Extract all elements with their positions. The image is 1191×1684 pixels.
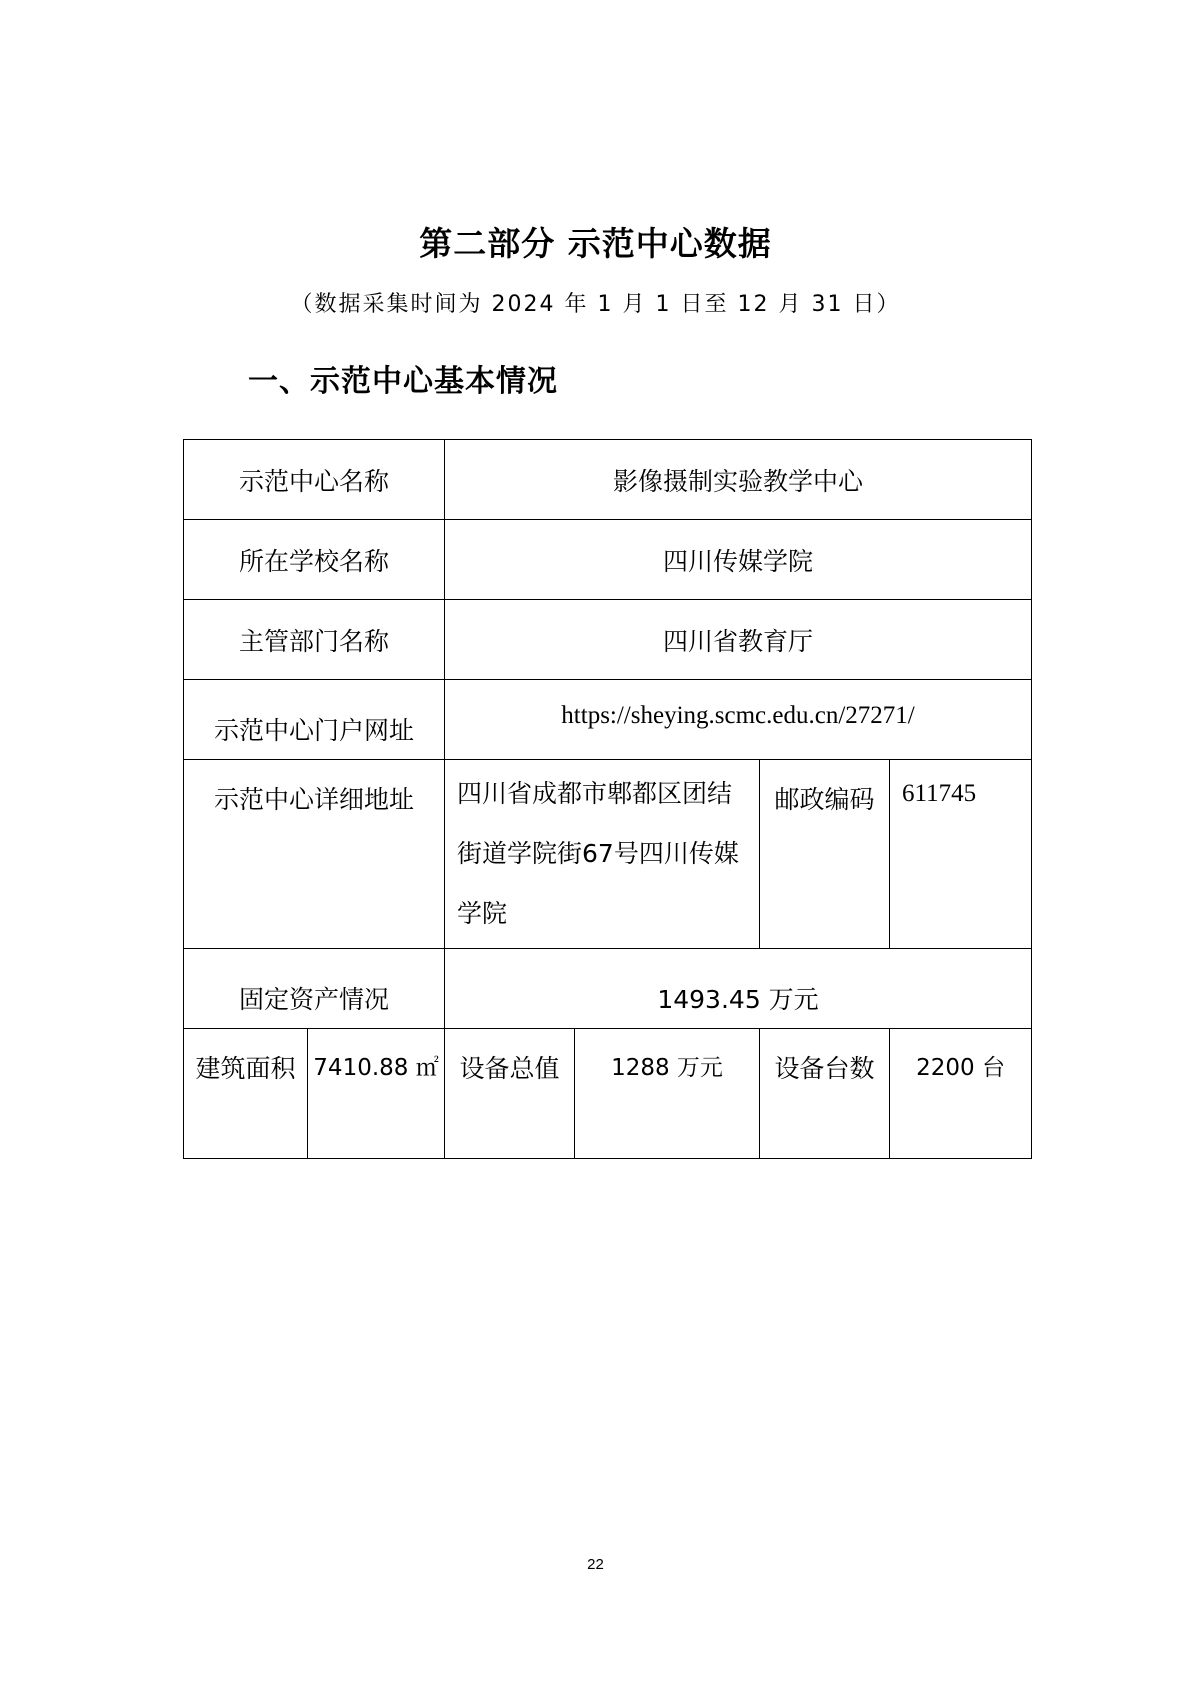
school-label: 所在学校名称 bbox=[184, 520, 445, 600]
page-number: 22 bbox=[587, 1556, 604, 1573]
basic-info-table bbox=[183, 439, 1032, 1159]
data-collection-period: （数据采集时间为 2024 年 1 月 1 日至 12 月 31 日） bbox=[290, 292, 901, 317]
address-label: 示范中心详细地址 bbox=[184, 760, 445, 949]
center-name-label: 示范中心名称 bbox=[184, 440, 445, 520]
table-row bbox=[184, 520, 1032, 600]
url-label: 示范中心门户网址 bbox=[184, 680, 445, 760]
equip-value-label: 设备总值 bbox=[445, 1029, 575, 1159]
table-row bbox=[184, 440, 1032, 520]
equip-value: 1288 万元 bbox=[575, 1029, 760, 1159]
table-row bbox=[184, 1029, 1032, 1159]
postcode-value: 611745 bbox=[890, 760, 1032, 949]
address-value: 四川省成都市郫都区团结街道学院街67号四川传媒学院 bbox=[445, 760, 760, 949]
equip-count: 2200 台 bbox=[890, 1029, 1032, 1159]
url-value: https://sheying.scmc.edu.cn/27271/ bbox=[445, 680, 1032, 760]
assets-label: 固定资产情况 bbox=[184, 949, 445, 1029]
equip-count-label: 设备台数 bbox=[760, 1029, 890, 1159]
center-name-value: 影像摄制实验教学中心 bbox=[445, 440, 1032, 520]
area-label: 建筑面积 bbox=[184, 1029, 308, 1159]
table-row bbox=[184, 949, 1032, 1029]
area-value: 7410.88 ㎡ bbox=[308, 1029, 445, 1159]
table-row bbox=[184, 680, 1032, 760]
table-row bbox=[184, 600, 1032, 680]
page-title: 第二部分 示范中心数据 bbox=[419, 224, 772, 263]
school-value: 四川传媒学院 bbox=[445, 520, 1032, 600]
assets-value: 1493.45 万元 bbox=[445, 949, 1032, 1029]
table-row bbox=[184, 760, 1032, 949]
section-heading: 一、示范中心基本情况 bbox=[248, 364, 558, 399]
dept-label: 主管部门名称 bbox=[184, 600, 445, 680]
dept-value: 四川省教育厅 bbox=[445, 600, 1032, 680]
postcode-label: 邮政编码 bbox=[760, 760, 890, 949]
